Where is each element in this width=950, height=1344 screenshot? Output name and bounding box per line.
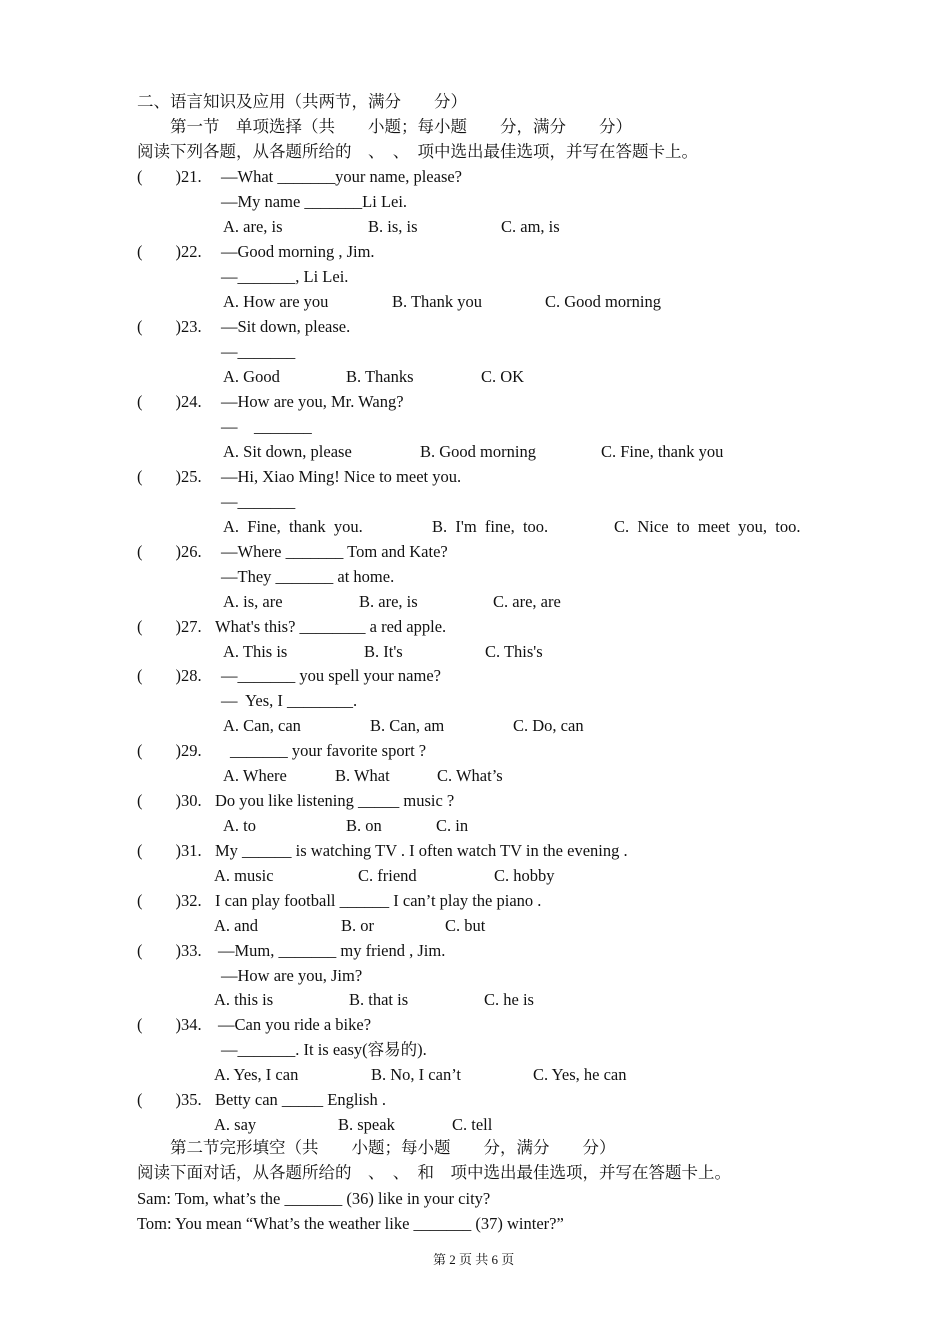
question-number: ( )24. [137, 392, 202, 411]
question-number: ( )22. [137, 242, 202, 261]
dialogue-line: Tom: You mean “What’s the weather like _______ (37) winter?” [137, 1214, 564, 1233]
option-b: B. Good morning [420, 442, 536, 461]
option-b: B. that is [349, 990, 409, 1009]
option-c: C. Fine, thank you [601, 442, 724, 461]
question-number: ( )35. [137, 1090, 202, 1109]
dialogue-line: Sam: Tom, what’s the _______ (36) like in your city? [137, 1189, 491, 1208]
option-a: A. is, are [223, 592, 283, 611]
question-number: ( )27. [137, 617, 202, 636]
option-c: C. are, are [493, 592, 561, 611]
question-number: ( )30. [137, 791, 202, 810]
question-response: —_______ [221, 342, 296, 361]
question-stem: —How are you, Mr. Wang? [221, 392, 404, 411]
question-number: ( )26. [137, 542, 202, 561]
question-number: ( )25. [137, 467, 202, 486]
option-a: A. Sit down, please [223, 442, 352, 461]
page-footer: 第 2 页 共 6 页 [433, 1252, 515, 1267]
part1-instruction: 阅读下列各题，从各题所给的 、 、 项中选出最佳选项，并写在答题卡上。 [137, 142, 698, 161]
option-b: B. Can, am [370, 716, 445, 735]
option-b: B. on [346, 816, 382, 835]
option-a: A. How are you [223, 292, 329, 311]
option-a: A. Good [223, 367, 280, 386]
question-stem: —Sit down, please. [221, 317, 351, 336]
option-b: B. It's [364, 642, 403, 661]
question-stem: —Good morning , Jim. [221, 242, 375, 261]
option-c: C. Good morning [545, 292, 661, 311]
question-stem: —What _______your name, please? [221, 167, 463, 186]
option-b: B. Thanks [346, 367, 414, 386]
section-title: 二、语言知识及应用（共两节，满分 分） [137, 92, 467, 111]
option-c: C. hobby [494, 866, 555, 885]
option-a: A. are, is [223, 217, 283, 236]
option-b: B. are, is [359, 592, 418, 611]
question-stem: Do you like listening _____ music ? [215, 791, 455, 810]
option-c: C. he is [484, 990, 534, 1009]
question-stem: —Can you ride a bike? [218, 1015, 372, 1034]
question-number: ( )28. [137, 666, 202, 685]
option-c: C. Yes, he can [533, 1065, 627, 1084]
option-a: A. Can, can [223, 716, 301, 735]
question-stem: My ______ is watching TV . I often watch TV in the evening . [215, 841, 628, 860]
option-c: C. OK [481, 367, 525, 386]
option-a: A. music [214, 866, 274, 885]
option-a: A. Fine, thank you. [223, 517, 363, 536]
option-a: A. Where [223, 766, 287, 785]
question-stem: What's this? ________ a red apple. [215, 617, 447, 636]
question-number: ( )33. [137, 941, 202, 960]
question-stem: _______ your favorite sport ? [230, 741, 427, 760]
option-b: B. is, is [368, 217, 418, 236]
question-number: ( )34. [137, 1015, 202, 1034]
question-stem: Betty can _____ English . [215, 1090, 386, 1109]
question-stem: —_______ you spell your name? [221, 666, 441, 685]
option-a: A. say [214, 1115, 257, 1134]
option-c: C. Do, can [513, 716, 584, 735]
option-c: C. Nice to meet you, too. [614, 517, 801, 536]
option-c: C. This's [485, 642, 543, 661]
option-b: B. No, I can’t [371, 1065, 461, 1084]
part2-title: 第二节完形填空（共 小题；每小题 分，满分 分） [170, 1138, 616, 1157]
question-stem: —Mum, _______ my friend , Jim. [218, 941, 446, 960]
option-b: C. friend [358, 866, 417, 885]
question-stem: I can play football ______ I can’t play the piano . [215, 891, 542, 910]
question-response: —How are you, Jim? [221, 966, 363, 985]
option-a: A. to [223, 816, 256, 835]
question-response: —My name _______Li Lei. [221, 192, 408, 211]
option-c: C. tell [452, 1115, 493, 1134]
question-number: ( )31. [137, 841, 202, 860]
option-a: A. this is [214, 990, 274, 1009]
option-b: B. I'm fine, too. [432, 517, 549, 536]
question-response: — Yes, I ________. [221, 691, 358, 710]
option-b: B. speak [338, 1115, 395, 1134]
question-stem: —Hi, Xiao Ming! Nice to meet you. [221, 467, 462, 486]
option-b: B. Thank you [392, 292, 482, 311]
option-a: A. This is [223, 642, 288, 661]
question-stem: —Where _______ Tom and Kate? [221, 542, 448, 561]
option-c: C. What’s [437, 766, 503, 785]
question-response: —_______, Li Lei. [221, 267, 349, 286]
question-number: ( )32. [137, 891, 202, 910]
question-number: ( )29. [137, 741, 202, 760]
option-c: C. am, is [501, 217, 560, 236]
option-a: A. and [214, 916, 258, 935]
question-number: ( )21. [137, 167, 202, 186]
option-c: C. but [445, 916, 486, 935]
question-response: —They _______ at home. [221, 567, 395, 586]
option-b: B. or [341, 916, 374, 935]
question-number: ( )23. [137, 317, 202, 336]
question-response: —_______. It is easy(容易的). [221, 1040, 427, 1059]
part2-instruction: 阅读下面对话，从各题所给的 、 、 和 项中选出最佳选项，并写在答题卡上。 [137, 1163, 731, 1182]
option-a: A. Yes, I can [214, 1065, 299, 1084]
question-response: —_______ [221, 492, 296, 511]
part1-title: 第一节 单项选择（共 小题；每小题 分，满分 分） [170, 117, 632, 136]
question-response: — _______ [221, 417, 312, 436]
option-c: C. in [436, 816, 469, 835]
option-b: B. What [335, 766, 390, 785]
